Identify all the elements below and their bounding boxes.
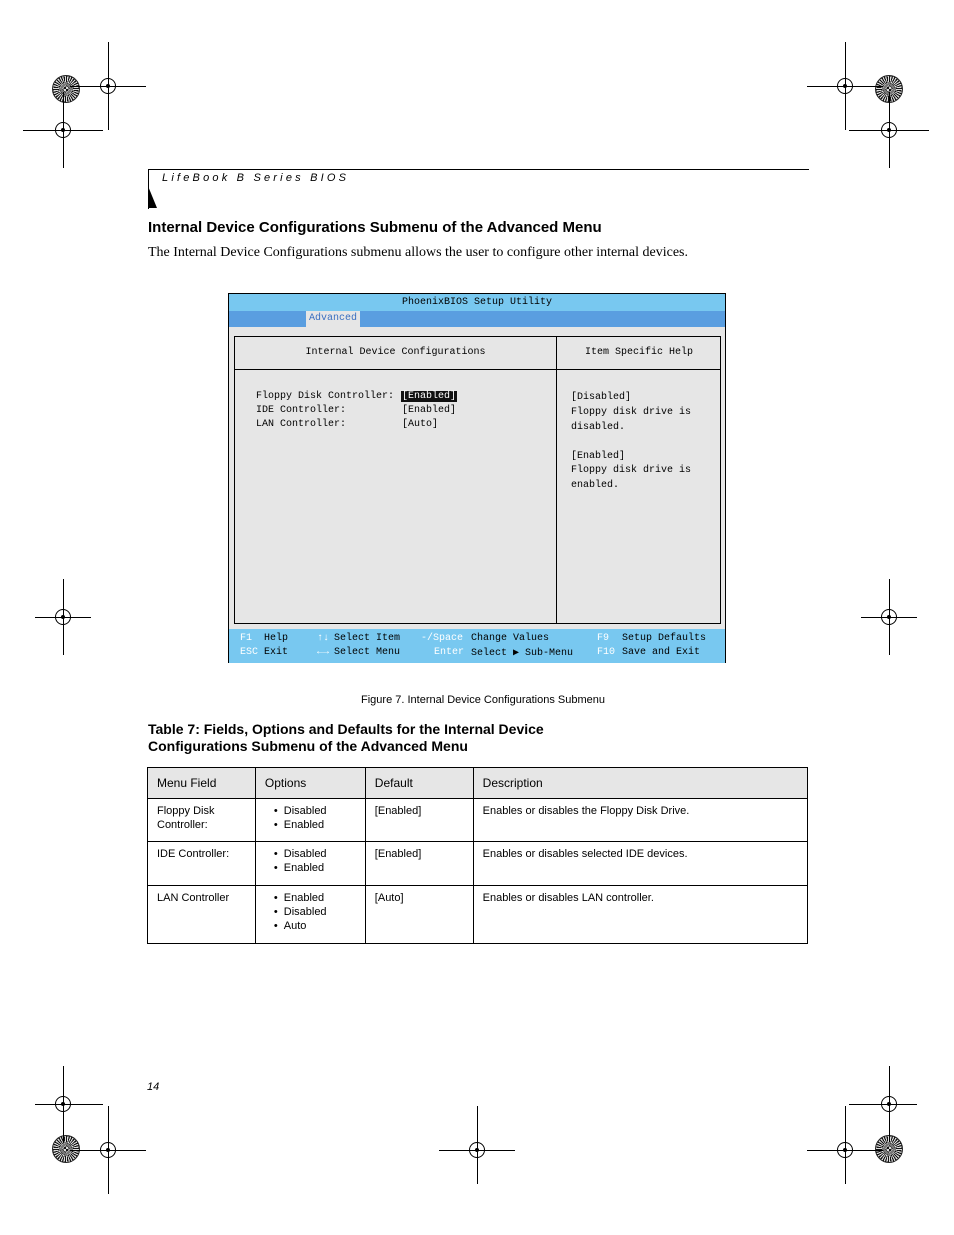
footer-key: F9 [597,633,610,644]
footer-key: -/Space [421,633,464,644]
bios-field-label: Floppy Disk Controller: [256,391,395,402]
bios-help-header: Item Specific Help [584,347,694,358]
footer-action: Exit [264,647,289,658]
bios-menubar [229,311,725,327]
running-head: LifeBook B Series BIOS [162,172,350,184]
option-item: • Auto [275,919,356,933]
table-title-line: Configurations Submenu of the Advanced Menu [148,738,468,754]
bios-footer [229,629,725,663]
footer-key: ↑↓ [317,633,330,644]
table-title-line: Table 7: Fields, Options and Defaults for the Internal Device [148,721,544,737]
registration-star-icon [52,75,80,103]
bios-title: PhoenixBIOS Setup Utility [229,294,725,311]
menu-field-cell [148,886,256,944]
footer-key: ESC [240,647,259,658]
footer-action: Change Values [471,633,550,644]
bios-field-value-ide[interactable]: [Enabled] [402,405,457,416]
table-header-row [148,768,808,799]
bios-field-value-lan[interactable]: [Auto] [402,419,439,430]
table-title [148,721,544,755]
menu-field-text: Floppy Disk [157,805,215,817]
menu-field-text: Controller: [157,819,208,831]
bios-field-label: IDE Controller: [256,405,347,416]
default-cell: [Enabled] [365,842,473,886]
table-row [148,799,808,842]
section-title: Internal Device Configurations Submenu of the Advanced Menu [148,219,602,236]
default-cell: [Enabled] [365,799,473,842]
registration-star-icon [52,1135,80,1163]
footer-action: Select Item [334,633,401,644]
help-line: [Disabled] [571,392,632,403]
footer-action: Select Menu [334,647,401,658]
footer-action: Help [264,633,289,644]
footer-key: F1 [240,633,253,644]
table-row [148,886,808,944]
header-wedge-icon [148,186,157,208]
footer-action: Select ▶ Sub-Menu [471,648,574,659]
option-item: • Enabled [275,861,356,875]
help-line: [Enabled] [571,451,626,462]
option-item: • Disabled [275,804,356,818]
options-cell [255,842,365,886]
default-cell: [Auto] [365,886,473,944]
options-table [147,767,808,944]
bios-divider [235,369,720,370]
menu-field-cell [148,799,256,842]
option-item: • Enabled [275,818,356,832]
bios-tab-advanced[interactable]: Advanced [306,311,360,327]
footer-key: ←→ [317,647,330,658]
column-header: Default [365,768,473,799]
options-cell [255,799,365,842]
column-header: Menu Field [148,768,256,799]
bios-divider [556,337,557,623]
menu-field-text: IDE Controller: [157,848,230,860]
description-cell: Enables or disables selected IDE devices. [473,842,807,886]
intro-paragraph: The Internal Device Configurations submenu allows the user to configure other internal devices. [148,245,688,260]
bios-screen [228,293,726,663]
description-cell: Enables or disables the Floppy Disk Drive. [473,799,807,842]
footer-action: Setup Defaults [622,633,707,644]
bios-main-header: Internal Device Configurations [305,347,486,358]
help-line: disabled. [571,422,626,433]
header-rule [148,169,809,170]
figure-caption-text: Figure 7. Internal Device Configurations Submenu [361,694,605,706]
help-line: enabled. [571,480,620,491]
page-number: 14 [147,1081,160,1093]
footer-key: Enter [434,647,465,658]
help-line: Floppy disk drive is [571,407,692,418]
bios-field-value-floppy[interactable]: [Enabled] [402,391,457,402]
option-item: • Enabled [275,891,356,905]
footer-action: Save and Exit [622,647,701,658]
options-cell [255,886,365,944]
option-item: • Disabled [275,847,356,861]
column-header: Description [473,768,807,799]
footer-key: F10 [597,647,616,658]
table-row [148,842,808,886]
option-item: • Disabled [275,905,356,919]
menu-field-cell [148,842,256,886]
figure-caption [0,694,954,706]
column-header: Options [255,768,365,799]
menu-field-text: LAN Controller [157,892,230,904]
description-cell: Enables or disables LAN controller. [473,886,807,944]
bios-field-label: LAN Controller: [256,419,347,430]
bios-frame [234,336,721,624]
help-line: Floppy disk drive is [571,465,692,476]
